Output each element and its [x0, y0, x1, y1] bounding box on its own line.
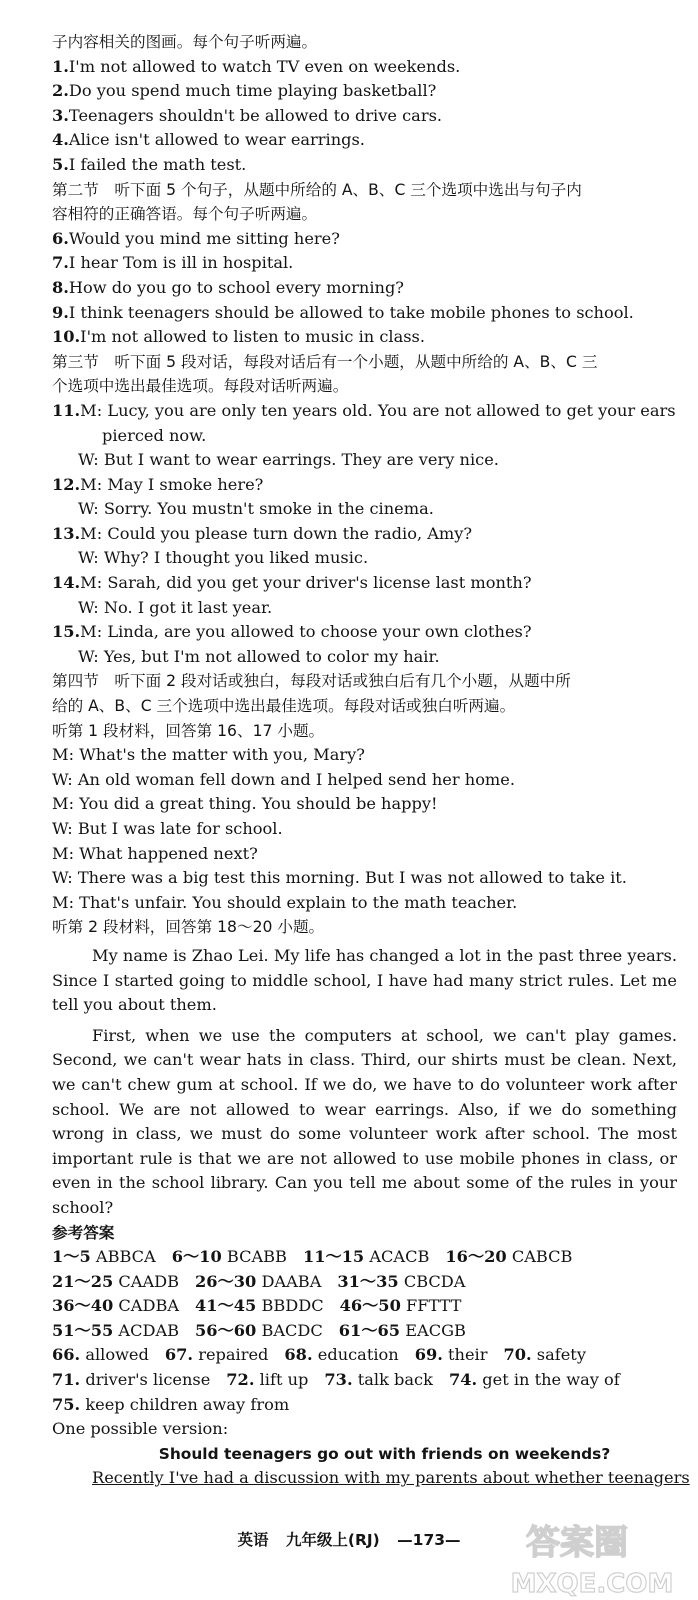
answer-row	[52, 1294, 677, 1319]
answer-row	[52, 1393, 677, 1418]
dialogue-line-wrap: pierced now.	[102, 425, 207, 445]
material2-heading: 听第 2 段材料，回答第 18～20 小题。	[52, 918, 325, 937]
section2-items	[52, 227, 677, 350]
item-text: M: May I smoke here?	[80, 474, 264, 494]
answer-value: ACACB	[369, 1247, 430, 1267]
answer-value: education	[317, 1345, 399, 1365]
answer-item	[337, 1272, 465, 1291]
answer-item	[52, 1345, 149, 1364]
answer-key-range: 21～25	[52, 1271, 114, 1291]
item-text: Teenagers shouldn't be allowed to drive cars.	[68, 105, 443, 125]
dialogue-line-w: W: Why? I thought you liked music.	[78, 548, 369, 568]
item-text: M: Lucy, you are only ten years old. You are not allowed to get your ears	[80, 400, 676, 420]
answer-value: CAADB	[118, 1271, 180, 1291]
item-text: M: Linda, are you allowed to choose your own clothes?	[80, 622, 532, 642]
sentence-item	[52, 55, 677, 80]
dialogue-line-m	[52, 399, 677, 424]
material2-paragraph1: My name is Zhao Lei. My life has changed a lot in the past three years. Since I started going to middle school, I have had many strict rules. Let me tell you about them.	[52, 945, 677, 1015]
answer-key-range: 6～10	[171, 1247, 222, 1267]
answer-value: FFTTT	[406, 1296, 462, 1316]
section1-intro-tail: 子内容相关的图画。每个句子听两遍。	[52, 33, 318, 51]
document-page	[52, 30, 690, 1491]
answer-key-range: 31～35	[337, 1271, 399, 1291]
dialogue-line: M: What happened next?	[52, 843, 258, 863]
item-text: Would you mind me sitting here?	[68, 228, 340, 248]
answer-value: DAABA	[261, 1271, 322, 1291]
essay-title: Should teenagers go out with friends on weekends?	[158, 1444, 611, 1463]
answer-item	[303, 1247, 429, 1266]
answer-row	[52, 1319, 677, 1344]
answer-key-range: 66.	[52, 1345, 81, 1365]
section3-dialogues	[52, 399, 677, 670]
answer-key-range: 46～50	[339, 1296, 401, 1316]
answer-value: their	[448, 1345, 488, 1365]
dialogue-line: M: You did a great thing. You should be happy!	[52, 794, 438, 814]
dialogue-line-m	[52, 620, 677, 645]
answer-value: ABBCA	[95, 1247, 156, 1267]
item-number: 13.	[52, 523, 81, 543]
item-number: 8.	[52, 277, 69, 297]
item-number: 5.	[52, 154, 69, 174]
answer-item	[52, 1272, 179, 1291]
item-text: I failed the math test.	[68, 154, 247, 174]
sentence-item	[52, 153, 677, 178]
answer-key-range: 51～55	[52, 1320, 114, 1340]
answer-item	[445, 1247, 572, 1266]
sentence-item	[52, 276, 677, 301]
answer-item	[324, 1370, 433, 1389]
answer-item	[226, 1370, 308, 1389]
watermark-top-text: 答案圈	[526, 1523, 628, 1563]
answer-value: BBDDC	[261, 1296, 324, 1316]
answer-item	[449, 1370, 620, 1389]
dialogue-line: M: That's unfair. You should explain to the math teacher.	[52, 892, 518, 912]
item-number: 3.	[52, 105, 69, 125]
section1-items	[52, 55, 677, 178]
answer-key-range: 56～60	[195, 1320, 257, 1340]
dialogue-line: W: But I was late for school.	[52, 819, 283, 838]
sentence-item	[52, 128, 677, 153]
sentence-item	[52, 227, 677, 252]
answer-value: keep children away from	[85, 1394, 290, 1414]
answer-item	[52, 1296, 179, 1315]
item-text: Alice isn't allowed to wear earrings.	[68, 130, 365, 150]
watermark-logo	[482, 1514, 692, 1598]
answer-item	[195, 1272, 321, 1291]
answer-item	[339, 1321, 466, 1340]
answer-value: BACDC	[261, 1320, 323, 1340]
answer-value: CABCB	[511, 1247, 573, 1267]
answer-value: driver's license	[85, 1370, 211, 1390]
answer-value: BCABB	[226, 1247, 287, 1267]
answer-value: CBCDA	[403, 1271, 466, 1291]
section3-instruction-line2: 个选项中选出最佳选项。每段对话听两遍。	[52, 377, 349, 396]
answer-value: talk back	[357, 1370, 433, 1390]
answer-key-range: 41～45	[195, 1296, 257, 1316]
answers-heading: 参考答案	[52, 1223, 115, 1242]
answer-key-range: 71.	[52, 1370, 81, 1390]
footer-subject: 英语	[237, 1531, 269, 1549]
section2-instruction-line1: 第二节 听下面 5 个句子，从题中所给的 A、B、C 三个选项中选出与句子内	[52, 180, 582, 199]
item-number: 11.	[52, 400, 81, 420]
footer-page-number: —173—	[397, 1531, 461, 1549]
dialogue-line-m	[52, 571, 677, 596]
answer-key-range: 72.	[226, 1370, 255, 1390]
dialogue-line-w: W: No. I got it last year.	[78, 597, 273, 617]
answer-row	[52, 1245, 677, 1270]
sentence-item	[52, 251, 677, 276]
answer-key-range: 69.	[414, 1345, 443, 1365]
item-number: 10.	[52, 327, 81, 347]
item-text: Do you spend much time playing basketball?	[68, 81, 437, 101]
answer-key-range: 61～65	[338, 1320, 401, 1340]
answer-key-range: 36～40	[52, 1296, 114, 1316]
item-text: How do you go to school every morning?	[68, 277, 404, 297]
item-number: 14.	[52, 573, 81, 593]
answer-item	[165, 1345, 269, 1364]
sentence-item	[52, 104, 677, 129]
answer-item	[415, 1345, 488, 1364]
answer-value: safety	[536, 1345, 586, 1365]
watermark-bottom-text: MXQE.COM	[510, 1569, 674, 1598]
answer-item	[340, 1296, 462, 1315]
dialogue-line: W: There was a big test this morning. But I was not allowed to take it.	[52, 868, 627, 888]
answer-value: EACGB	[405, 1320, 466, 1340]
dialogue-line-w: W: Sorry. You mustn't smoke in the cinema.	[78, 499, 434, 519]
answer-key-range: 16～20	[445, 1247, 507, 1267]
sentence-item	[52, 325, 677, 350]
answer-item	[284, 1345, 398, 1364]
answer-key-range: 75.	[52, 1394, 81, 1414]
dialogue-line-w: W: Yes, but I'm not allowed to color my hair.	[78, 646, 440, 666]
item-number: 15.	[52, 622, 81, 642]
answer-key-range: 1～5	[52, 1247, 91, 1267]
answer-value: repaired	[198, 1345, 269, 1365]
dialogue-line-m	[52, 522, 677, 547]
item-number: 1.	[52, 56, 69, 76]
section4-instruction-line2: 给的 A、B、C 三个选项中选出最佳选项。每段对话或独白听两遍。	[52, 697, 516, 716]
footer-grade: 九年级上(RJ)	[285, 1531, 380, 1549]
item-text: M: Could you please turn down the radio, Amy?	[80, 523, 473, 543]
answer-item	[52, 1321, 179, 1340]
section3-instruction-line1: 第三节 听下面 5 段对话，每段对话后有一个小题，从题中所给的 A、B、C 三	[52, 352, 598, 371]
answer-key-range: 70.	[503, 1345, 532, 1365]
item-text: I think teenagers should be allowed to take mobile phones to school.	[68, 302, 634, 322]
answer-item	[195, 1296, 324, 1315]
item-text: I'm not allowed to watch TV even on weekends.	[68, 56, 461, 76]
answer-value: ACDAB	[118, 1320, 180, 1340]
answer-row	[52, 1343, 677, 1368]
material1-heading: 听第 1 段材料，回答第 16、17 小题。	[52, 721, 325, 740]
answer-key-range: 67.	[164, 1345, 194, 1365]
answer-key-range: 26～30	[195, 1271, 257, 1291]
item-text: M: Sarah, did you get your driver's license last month?	[80, 573, 532, 593]
answer-item	[172, 1247, 287, 1266]
answer-key-range: 74.	[448, 1370, 478, 1390]
answer-value: allowed	[85, 1345, 149, 1365]
dialogue-line: W: An old woman fell down and I helped send her home.	[52, 769, 516, 789]
item-number: 9.	[52, 302, 69, 322]
item-number: 7.	[52, 253, 69, 273]
answer-value: lift up	[259, 1370, 309, 1390]
item-text: I'm not allowed to listen to music in class.	[80, 327, 426, 347]
answer-item	[52, 1395, 289, 1414]
answer-key	[52, 1245, 677, 1417]
dialogue-line-m	[52, 473, 677, 498]
sentence-item	[52, 79, 677, 104]
answer-row	[52, 1368, 677, 1393]
item-text: I hear Tom is ill in hospital.	[68, 253, 294, 273]
item-number: 6.	[52, 228, 69, 248]
answer-value: CADBA	[118, 1296, 180, 1316]
section2-instruction-line2: 容相符的正确答语。每个句子听两遍。	[52, 205, 318, 224]
sentence-item	[52, 301, 677, 326]
answer-item	[52, 1247, 156, 1266]
version-label: One possible version:	[52, 1419, 229, 1439]
material1-dialogue	[52, 743, 677, 915]
dialogue-line-w: W: But I want to wear earrings. They are very nice.	[78, 450, 499, 470]
item-number: 4.	[52, 130, 69, 150]
answer-value: get in the way of	[482, 1370, 620, 1390]
answer-key-range: 73.	[324, 1370, 353, 1390]
answer-row	[52, 1270, 677, 1295]
item-number: 2.	[52, 81, 69, 101]
material2-paragraph2: First, when we use the computers at school, we can't play games. Second, we can't wear hats in class. Third, our shirts must be clean. Next, we can't chew gum at school. If we do, we have to do volunteer work after school. We are not allowed to wear earrings. Also, if we do something wrong in class, we must do some volunteer work after school. The most important rule is that we are not allowed to use mobile phones in class, or even in the school library. Can you tell me about some of the rules in your school?	[52, 1025, 677, 1217]
answer-item	[503, 1345, 586, 1364]
item-number: 12.	[52, 474, 81, 494]
dialogue-line: M: What's the matter with you, Mary?	[52, 745, 365, 765]
answer-item	[52, 1370, 210, 1389]
answer-key-range: 68.	[284, 1345, 313, 1365]
section4-instruction-line1: 第四节 听下面 2 段对话或独白，每段对话或独白后有几个小题，从题中所	[52, 672, 571, 691]
answer-key-range: 11～15	[302, 1247, 365, 1267]
answer-item	[195, 1321, 323, 1340]
essay-first-line: Recently I've had a discussion with my parents about whether teenagers	[92, 1468, 690, 1488]
